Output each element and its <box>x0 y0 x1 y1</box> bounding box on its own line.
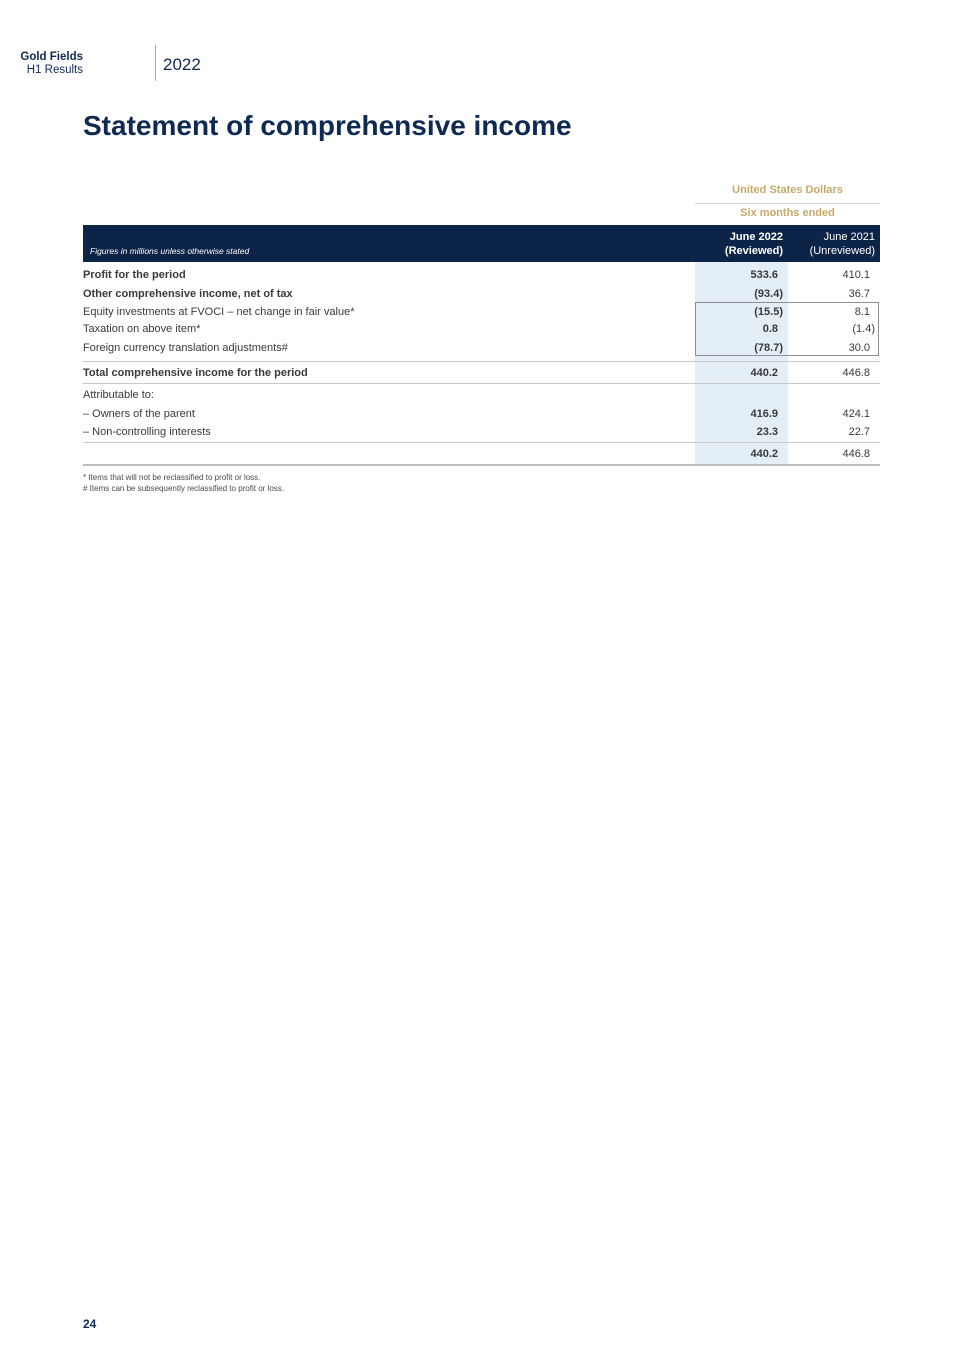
row-label: Taxation on above item* <box>83 323 201 335</box>
brand-year: 2022 <box>163 55 201 74</box>
row-value-2022: 416.9 <box>750 408 778 420</box>
row-label: Profit for the period <box>83 269 186 281</box>
row-label: Total comprehensive income for the period <box>83 367 308 379</box>
row-label: – Owners of the parent <box>83 408 195 420</box>
row-value-2022: (93.4) <box>754 288 783 300</box>
brand-divider <box>155 45 156 81</box>
table-row <box>83 386 880 404</box>
row-value-2021: (1.4) <box>852 323 875 335</box>
row-label: Attributable to: <box>83 389 154 401</box>
row-value-2022: 440.2 <box>750 367 778 379</box>
column-header-june-2022-status: (Reviewed) <box>724 245 783 257</box>
page-number: 24 <box>83 1317 97 1331</box>
row-label: Foreign currency translation adjustments# <box>83 342 288 354</box>
page-title: Statement of comprehensive income <box>83 110 572 141</box>
column-header-june-2022 <box>695 230 783 258</box>
brand-company: Gold Fields <box>20 51 83 63</box>
divider <box>83 383 880 384</box>
brand-report: H1 Results <box>26 64 83 76</box>
row-value-2022: (15.5) <box>754 306 783 318</box>
row-label: – Non-controlling interests <box>83 426 211 438</box>
column-header-june-2022-date: June 2022 <box>729 231 783 243</box>
period-label: Six months ended <box>740 207 835 219</box>
row-value-2022: 440.2 <box>750 448 778 460</box>
row-value-2022: 23.3 <box>756 426 778 438</box>
row-value-2021: 446.8 <box>842 448 870 460</box>
column-header-june-2021 <box>795 230 875 258</box>
row-value-2021: 8.1 <box>854 306 870 318</box>
row-value-2021: 424.1 <box>842 408 870 420</box>
table-row <box>83 364 880 382</box>
footnotes <box>83 472 284 494</box>
table-row <box>83 445 880 463</box>
row-label: Equity investments at FVOCI – net change in fair value* <box>83 306 355 318</box>
table-row <box>83 285 880 303</box>
row-value-2021: 446.8 <box>842 367 870 379</box>
footnote-reclassified: # Items can be subsequently reclassified to profit or loss. <box>83 484 284 493</box>
divider <box>83 361 880 362</box>
footnote-not-reclassified: * Items that will not be reclassified to profit or loss. <box>83 473 261 482</box>
figures-note: Figures in millions unless otherwise stated <box>90 246 250 256</box>
row-value-2021: 30.0 <box>848 342 870 354</box>
table-bottom-rule <box>83 464 880 466</box>
brand-name <box>17 51 83 77</box>
row-value-2021: 22.7 <box>848 426 870 438</box>
row-value-2022: (78.7) <box>754 342 783 354</box>
table-header <box>83 225 880 262</box>
table-row <box>83 266 880 284</box>
column-header-june-2021-date: June 2021 <box>823 231 875 243</box>
row-value-2021: 410.1 <box>842 269 870 281</box>
divider <box>83 442 880 443</box>
row-value-2022: 533.6 <box>750 269 778 281</box>
row-label: Other comprehensive income, net of tax <box>83 288 293 300</box>
table-row <box>83 303 880 321</box>
table-row <box>83 339 880 357</box>
table-row <box>83 405 880 423</box>
column-header-june-2021-status: (Unreviewed) <box>809 245 875 257</box>
table-row <box>83 423 880 441</box>
table-row <box>83 320 880 338</box>
row-value-2021: 36.7 <box>848 288 870 300</box>
currency-rule <box>695 203 880 204</box>
currency-label: United States Dollars <box>732 184 843 196</box>
row-value-2022: 0.8 <box>762 323 778 335</box>
